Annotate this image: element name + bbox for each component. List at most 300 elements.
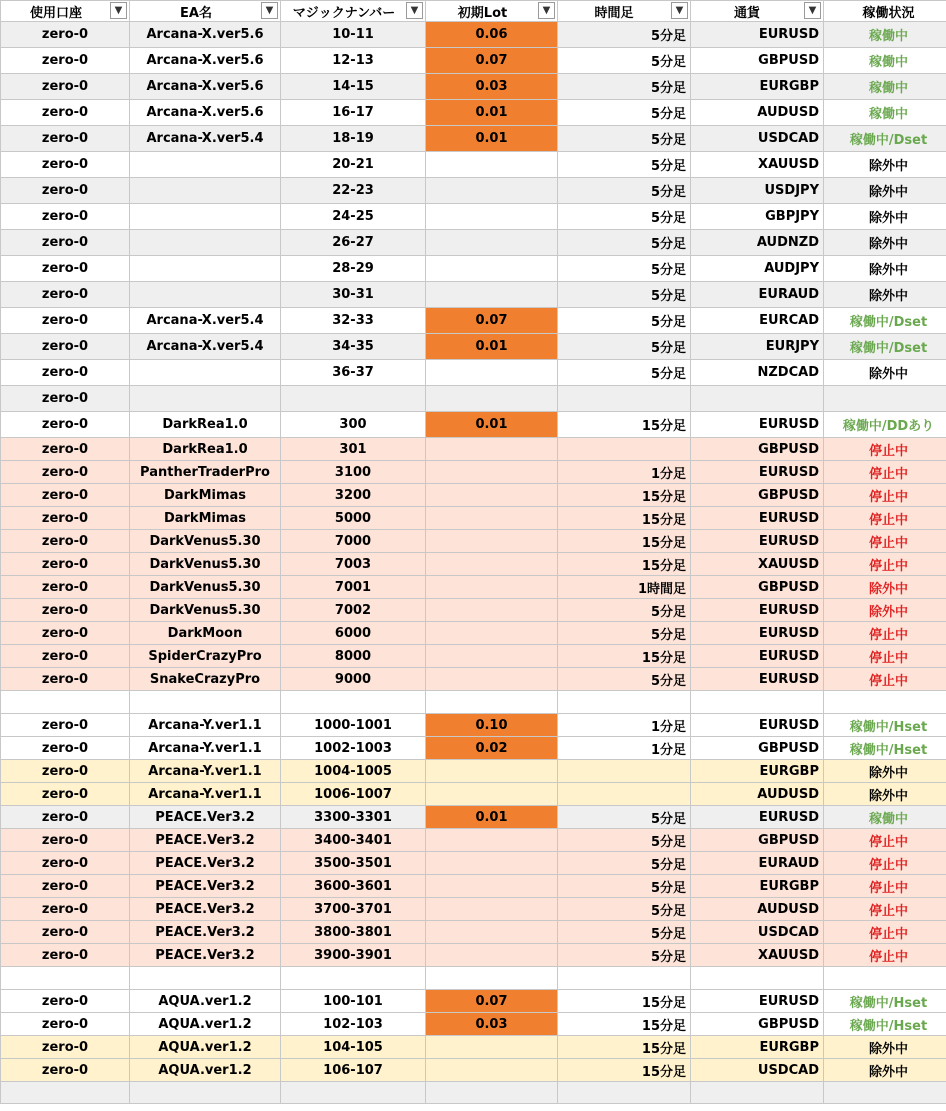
ea-name-cell[interactable]: PantherTraderPro <box>130 461 281 484</box>
initial-lot-cell[interactable] <box>426 438 558 461</box>
timeframe-cell[interactable]: 5分足 <box>558 668 691 691</box>
initial-lot-cell[interactable]: 0.02 <box>426 737 558 760</box>
status-cell[interactable]: 除外中 <box>824 360 946 386</box>
account-cell[interactable]: zero-0 <box>1 22 130 48</box>
ea-name-cell[interactable]: PEACE.Ver3.2 <box>130 875 281 898</box>
timeframe-cell[interactable]: 5分足 <box>558 875 691 898</box>
currency-cell[interactable] <box>691 967 824 990</box>
account-cell[interactable]: zero-0 <box>1 126 130 152</box>
ea-name-cell[interactable] <box>130 282 281 308</box>
status-cell[interactable]: 稼働中/Dset <box>824 334 946 360</box>
timeframe-cell[interactable]: 1分足 <box>558 461 691 484</box>
ea-name-cell[interactable]: AQUA.ver1.2 <box>130 990 281 1013</box>
ea-name-cell[interactable]: Arcana-X.ver5.6 <box>130 48 281 74</box>
magic-number-cell[interactable]: 1006-1007 <box>281 783 426 806</box>
currency-cell[interactable]: GBPUSD <box>691 576 824 599</box>
magic-number-cell[interactable]: 36-37 <box>281 360 426 386</box>
status-cell[interactable]: 停止中 <box>824 668 946 691</box>
magic-number-cell[interactable]: 12-13 <box>281 48 426 74</box>
ea-name-cell[interactable]: Arcana-X.ver5.6 <box>130 74 281 100</box>
initial-lot-cell[interactable] <box>426 760 558 783</box>
initial-lot-cell[interactable] <box>426 1059 558 1082</box>
timeframe-cell[interactable]: 5分足 <box>558 308 691 334</box>
currency-cell[interactable]: AUDNZD <box>691 230 824 256</box>
account-cell[interactable]: zero-0 <box>1 484 130 507</box>
timeframe-cell[interactable]: 15分足 <box>558 990 691 1013</box>
status-cell[interactable]: 稼働中/Hset <box>824 1013 946 1036</box>
timeframe-cell[interactable]: 5分足 <box>558 898 691 921</box>
status-cell[interactable]: 除外中 <box>824 230 946 256</box>
account-cell[interactable]: zero-0 <box>1 204 130 230</box>
magic-number-cell[interactable]: 8000 <box>281 645 426 668</box>
account-cell[interactable]: zero-0 <box>1 921 130 944</box>
account-cell[interactable]: zero-0 <box>1 737 130 760</box>
magic-number-cell[interactable]: 300 <box>281 412 426 438</box>
ea-name-cell[interactable] <box>130 178 281 204</box>
timeframe-cell[interactable]: 5分足 <box>558 622 691 645</box>
timeframe-cell[interactable] <box>558 760 691 783</box>
account-cell[interactable]: zero-0 <box>1 48 130 74</box>
initial-lot-cell[interactable]: 0.01 <box>426 126 558 152</box>
currency-cell[interactable]: EURAUD <box>691 282 824 308</box>
account-cell[interactable]: zero-0 <box>1 74 130 100</box>
currency-cell[interactable]: GBPUSD <box>691 48 824 74</box>
account-cell[interactable]: zero-0 <box>1 898 130 921</box>
account-cell[interactable]: zero-0 <box>1 1013 130 1036</box>
currency-cell[interactable]: EURGBP <box>691 1036 824 1059</box>
account-cell[interactable]: zero-0 <box>1 668 130 691</box>
account-cell[interactable]: zero-0 <box>1 944 130 967</box>
timeframe-cell[interactable]: 5分足 <box>558 178 691 204</box>
magic-number-cell[interactable]: 7002 <box>281 599 426 622</box>
status-cell[interactable]: 除外中 <box>824 204 946 230</box>
timeframe-cell[interactable] <box>558 438 691 461</box>
magic-number-cell[interactable]: 3600-3601 <box>281 875 426 898</box>
account-cell[interactable]: zero-0 <box>1 334 130 360</box>
timeframe-cell[interactable]: 5分足 <box>558 230 691 256</box>
timeframe-cell[interactable]: 15分足 <box>558 1036 691 1059</box>
initial-lot-cell[interactable] <box>426 507 558 530</box>
currency-cell[interactable] <box>691 386 824 412</box>
status-cell[interactable]: 停止中 <box>824 507 946 530</box>
ea-name-cell[interactable]: Arcana-X.ver5.4 <box>130 334 281 360</box>
ea-name-cell[interactable]: DarkMimas <box>130 507 281 530</box>
ea-name-cell[interactable]: DarkVenus5.30 <box>130 553 281 576</box>
status-cell[interactable]: 稼働中 <box>824 48 946 74</box>
ea-name-cell[interactable] <box>130 1082 281 1104</box>
timeframe-cell[interactable]: 5分足 <box>558 852 691 875</box>
account-cell[interactable]: zero-0 <box>1 990 130 1013</box>
initial-lot-cell[interactable] <box>426 898 558 921</box>
account-cell[interactable]: zero-0 <box>1 1036 130 1059</box>
magic-number-cell[interactable]: 104-105 <box>281 1036 426 1059</box>
initial-lot-cell[interactable] <box>426 1036 558 1059</box>
initial-lot-cell[interactable]: 0.01 <box>426 334 558 360</box>
ea-name-cell[interactable]: Arcana-Y.ver1.1 <box>130 714 281 737</box>
initial-lot-cell[interactable] <box>426 944 558 967</box>
initial-lot-cell[interactable]: 0.01 <box>426 100 558 126</box>
timeframe-cell[interactable]: 15分足 <box>558 412 691 438</box>
initial-lot-cell[interactable] <box>426 668 558 691</box>
account-cell[interactable]: zero-0 <box>1 852 130 875</box>
currency-cell[interactable]: EURUSD <box>691 645 824 668</box>
account-cell[interactable]: zero-0 <box>1 230 130 256</box>
initial-lot-cell[interactable] <box>426 599 558 622</box>
status-cell[interactable]: 停止中 <box>824 829 946 852</box>
ea-name-cell[interactable]: AQUA.ver1.2 <box>130 1059 281 1082</box>
status-cell[interactable]: 停止中 <box>824 438 946 461</box>
timeframe-cell[interactable]: 5分足 <box>558 921 691 944</box>
currency-cell[interactable]: EURUSD <box>691 507 824 530</box>
timeframe-cell[interactable]: 1時間足 <box>558 576 691 599</box>
initial-lot-cell[interactable]: 0.03 <box>426 1013 558 1036</box>
initial-lot-cell[interactable] <box>426 622 558 645</box>
status-cell[interactable]: 稼働中 <box>824 22 946 48</box>
timeframe-cell[interactable]: 5分足 <box>558 256 691 282</box>
account-cell[interactable]: zero-0 <box>1 530 130 553</box>
status-cell[interactable]: 停止中 <box>824 553 946 576</box>
currency-cell[interactable]: EURGBP <box>691 760 824 783</box>
timeframe-cell[interactable] <box>558 1082 691 1104</box>
status-cell[interactable]: 除外中 <box>824 282 946 308</box>
magic-number-cell[interactable]: 34-35 <box>281 334 426 360</box>
initial-lot-cell[interactable]: 0.07 <box>426 990 558 1013</box>
timeframe-cell[interactable] <box>558 691 691 714</box>
initial-lot-cell[interactable] <box>426 204 558 230</box>
filter-dropdown-button[interactable] <box>804 2 821 19</box>
timeframe-cell[interactable]: 5分足 <box>558 282 691 308</box>
ea-name-cell[interactable]: Arcana-X.ver5.4 <box>130 308 281 334</box>
status-cell[interactable]: 停止中 <box>824 944 946 967</box>
account-cell[interactable]: zero-0 <box>1 412 130 438</box>
account-cell[interactable]: zero-0 <box>1 308 130 334</box>
ea-name-cell[interactable]: PEACE.Ver3.2 <box>130 921 281 944</box>
timeframe-cell[interactable]: 15分足 <box>558 1013 691 1036</box>
account-cell[interactable]: zero-0 <box>1 576 130 599</box>
timeframe-cell[interactable]: 15分足 <box>558 530 691 553</box>
account-cell[interactable]: zero-0 <box>1 645 130 668</box>
timeframe-cell[interactable]: 5分足 <box>558 22 691 48</box>
currency-cell[interactable]: EURGBP <box>691 875 824 898</box>
currency-cell[interactable] <box>691 1082 824 1104</box>
currency-cell[interactable]: GBPUSD <box>691 1013 824 1036</box>
currency-cell[interactable]: USDJPY <box>691 178 824 204</box>
initial-lot-cell[interactable]: 0.06 <box>426 22 558 48</box>
status-cell[interactable]: 稼働中/Hset <box>824 714 946 737</box>
status-cell[interactable]: 稼働中 <box>824 100 946 126</box>
ea-name-cell[interactable] <box>130 256 281 282</box>
magic-number-cell[interactable]: 20-21 <box>281 152 426 178</box>
ea-name-cell[interactable] <box>130 967 281 990</box>
status-cell[interactable]: 稼働中/Dset <box>824 308 946 334</box>
initial-lot-cell[interactable]: 0.03 <box>426 74 558 100</box>
status-cell[interactable]: 停止中 <box>824 484 946 507</box>
initial-lot-cell[interactable]: 0.07 <box>426 48 558 74</box>
ea-name-cell[interactable]: Arcana-X.ver5.4 <box>130 126 281 152</box>
status-cell[interactable] <box>824 1082 946 1104</box>
magic-number-cell[interactable] <box>281 1082 426 1104</box>
filter-dropdown-button[interactable] <box>671 2 688 19</box>
currency-cell[interactable]: AUDUSD <box>691 783 824 806</box>
currency-cell[interactable]: AUDJPY <box>691 256 824 282</box>
initial-lot-cell[interactable] <box>426 921 558 944</box>
filter-dropdown-button[interactable] <box>406 2 423 19</box>
currency-cell[interactable]: EURCAD <box>691 308 824 334</box>
magic-number-cell[interactable]: 7000 <box>281 530 426 553</box>
account-cell[interactable]: zero-0 <box>1 152 130 178</box>
magic-number-cell[interactable]: 28-29 <box>281 256 426 282</box>
timeframe-cell[interactable]: 15分足 <box>558 645 691 668</box>
currency-cell[interactable]: USDCAD <box>691 1059 824 1082</box>
initial-lot-cell[interactable] <box>426 282 558 308</box>
timeframe-cell[interactable]: 5分足 <box>558 74 691 100</box>
magic-number-cell[interactable]: 3400-3401 <box>281 829 426 852</box>
ea-name-cell[interactable]: SnakeCrazyPro <box>130 668 281 691</box>
status-cell[interactable]: 停止中 <box>824 921 946 944</box>
status-cell[interactable]: 停止中 <box>824 622 946 645</box>
currency-cell[interactable]: GBPUSD <box>691 829 824 852</box>
status-cell[interactable] <box>824 386 946 412</box>
status-cell[interactable]: 停止中 <box>824 461 946 484</box>
initial-lot-cell[interactable]: 0.01 <box>426 412 558 438</box>
initial-lot-cell[interactable]: 0.01 <box>426 806 558 829</box>
account-cell[interactable]: zero-0 <box>1 461 130 484</box>
magic-number-cell[interactable]: 1000-1001 <box>281 714 426 737</box>
currency-cell[interactable]: EURJPY <box>691 334 824 360</box>
magic-number-cell[interactable]: 301 <box>281 438 426 461</box>
filter-dropdown-button[interactable] <box>261 2 278 19</box>
account-cell[interactable]: zero-0 <box>1 599 130 622</box>
status-cell[interactable]: 除外中 <box>824 783 946 806</box>
status-cell[interactable]: 稼働中/DDあり <box>824 412 946 438</box>
magic-number-cell[interactable]: 3800-3801 <box>281 921 426 944</box>
account-cell[interactable]: zero-0 <box>1 714 130 737</box>
currency-cell[interactable]: EURUSD <box>691 412 824 438</box>
account-cell[interactable]: zero-0 <box>1 553 130 576</box>
magic-number-cell[interactable]: 3200 <box>281 484 426 507</box>
ea-name-cell[interactable]: DarkMoon <box>130 622 281 645</box>
status-cell[interactable]: 稼働中 <box>824 74 946 100</box>
magic-number-cell[interactable]: 30-31 <box>281 282 426 308</box>
account-cell[interactable]: zero-0 <box>1 783 130 806</box>
magic-number-cell[interactable]: 26-27 <box>281 230 426 256</box>
currency-cell[interactable]: EURUSD <box>691 530 824 553</box>
currency-cell[interactable]: EURUSD <box>691 622 824 645</box>
account-cell[interactable]: zero-0 <box>1 1059 130 1082</box>
initial-lot-cell[interactable] <box>426 691 558 714</box>
ea-name-cell[interactable]: PEACE.Ver3.2 <box>130 806 281 829</box>
timeframe-cell[interactable]: 5分足 <box>558 599 691 622</box>
initial-lot-cell[interactable] <box>426 386 558 412</box>
currency-cell[interactable]: EURUSD <box>691 714 824 737</box>
status-cell[interactable]: 除外中 <box>824 1059 946 1082</box>
timeframe-cell[interactable]: 5分足 <box>558 806 691 829</box>
status-cell[interactable]: 稼働中 <box>824 806 946 829</box>
magic-number-cell[interactable]: 1004-1005 <box>281 760 426 783</box>
initial-lot-cell[interactable] <box>426 530 558 553</box>
initial-lot-cell[interactable] <box>426 783 558 806</box>
magic-number-cell[interactable]: 9000 <box>281 668 426 691</box>
ea-name-cell[interactable]: DarkVenus5.30 <box>130 599 281 622</box>
account-cell[interactable]: zero-0 <box>1 760 130 783</box>
currency-cell[interactable]: EURGBP <box>691 74 824 100</box>
magic-number-cell[interactable]: 6000 <box>281 622 426 645</box>
ea-name-cell[interactable]: PEACE.Ver3.2 <box>130 852 281 875</box>
timeframe-cell[interactable]: 15分足 <box>558 553 691 576</box>
magic-number-cell[interactable]: 16-17 <box>281 100 426 126</box>
status-cell[interactable]: 停止中 <box>824 898 946 921</box>
status-cell[interactable]: 除外中 <box>824 256 946 282</box>
timeframe-cell[interactable]: 1分足 <box>558 714 691 737</box>
ea-name-cell[interactable]: SpiderCrazyPro <box>130 645 281 668</box>
timeframe-cell[interactable] <box>558 783 691 806</box>
status-cell[interactable]: 停止中 <box>824 645 946 668</box>
magic-number-cell[interactable]: 1002-1003 <box>281 737 426 760</box>
ea-name-cell[interactable]: DarkRea1.0 <box>130 438 281 461</box>
magic-number-cell[interactable]: 3900-3901 <box>281 944 426 967</box>
timeframe-cell[interactable]: 5分足 <box>558 126 691 152</box>
status-cell[interactable]: 停止中 <box>824 875 946 898</box>
initial-lot-cell[interactable] <box>426 461 558 484</box>
currency-cell[interactable]: EURAUD <box>691 852 824 875</box>
ea-name-cell[interactable] <box>130 204 281 230</box>
ea-name-cell[interactable] <box>130 386 281 412</box>
magic-number-cell[interactable]: 22-23 <box>281 178 426 204</box>
account-cell[interactable]: zero-0 <box>1 360 130 386</box>
initial-lot-cell[interactable] <box>426 576 558 599</box>
timeframe-cell[interactable]: 5分足 <box>558 360 691 386</box>
filter-dropdown-button[interactable] <box>538 2 555 19</box>
timeframe-cell[interactable]: 15分足 <box>558 507 691 530</box>
status-cell[interactable]: 除外中 <box>824 599 946 622</box>
account-cell[interactable]: zero-0 <box>1 438 130 461</box>
magic-number-cell[interactable]: 3100 <box>281 461 426 484</box>
ea-name-cell[interactable] <box>130 691 281 714</box>
status-cell[interactable]: 除外中 <box>824 760 946 783</box>
status-cell[interactable] <box>824 691 946 714</box>
initial-lot-cell[interactable] <box>426 1082 558 1104</box>
filter-dropdown-button[interactable] <box>110 2 127 19</box>
currency-cell[interactable]: XAUUSD <box>691 944 824 967</box>
currency-cell[interactable] <box>691 691 824 714</box>
account-cell[interactable] <box>1 1082 130 1104</box>
currency-cell[interactable]: NZDCAD <box>691 360 824 386</box>
initial-lot-cell[interactable] <box>426 360 558 386</box>
ea-name-cell[interactable]: PEACE.Ver3.2 <box>130 944 281 967</box>
ea-name-cell[interactable]: DarkVenus5.30 <box>130 530 281 553</box>
ea-name-cell[interactable]: Arcana-Y.ver1.1 <box>130 737 281 760</box>
magic-number-cell[interactable]: 3500-3501 <box>281 852 426 875</box>
initial-lot-cell[interactable] <box>426 230 558 256</box>
currency-cell[interactable]: EURUSD <box>691 599 824 622</box>
magic-number-cell[interactable]: 5000 <box>281 507 426 530</box>
timeframe-cell[interactable]: 5分足 <box>558 829 691 852</box>
timeframe-cell[interactable]: 1分足 <box>558 737 691 760</box>
initial-lot-cell[interactable]: 0.10 <box>426 714 558 737</box>
timeframe-cell[interactable]: 5分足 <box>558 944 691 967</box>
initial-lot-cell[interactable] <box>426 852 558 875</box>
currency-cell[interactable]: EURUSD <box>691 22 824 48</box>
timeframe-cell[interactable]: 5分足 <box>558 48 691 74</box>
currency-cell[interactable]: EURUSD <box>691 461 824 484</box>
magic-number-cell[interactable]: 7001 <box>281 576 426 599</box>
ea-name-cell[interactable] <box>130 152 281 178</box>
magic-number-cell[interactable]: 32-33 <box>281 308 426 334</box>
account-cell[interactable]: zero-0 <box>1 829 130 852</box>
status-cell[interactable]: 除外中 <box>824 178 946 204</box>
magic-number-cell[interactable] <box>281 386 426 412</box>
initial-lot-cell[interactable]: 0.07 <box>426 308 558 334</box>
magic-number-cell[interactable] <box>281 967 426 990</box>
ea-name-cell[interactable]: DarkMimas <box>130 484 281 507</box>
magic-number-cell[interactable] <box>281 691 426 714</box>
account-cell[interactable] <box>1 967 130 990</box>
magic-number-cell[interactable]: 7003 <box>281 553 426 576</box>
status-cell[interactable]: 停止中 <box>824 852 946 875</box>
ea-name-cell[interactable]: AQUA.ver1.2 <box>130 1036 281 1059</box>
account-cell[interactable]: zero-0 <box>1 806 130 829</box>
status-cell[interactable]: 除外中 <box>824 1036 946 1059</box>
status-cell[interactable]: 稼働中/Hset <box>824 737 946 760</box>
currency-cell[interactable]: USDCAD <box>691 921 824 944</box>
status-cell[interactable] <box>824 967 946 990</box>
ea-name-cell[interactable]: Arcana-Y.ver1.1 <box>130 783 281 806</box>
account-cell[interactable] <box>1 691 130 714</box>
status-cell[interactable]: 稼働中/Dset <box>824 126 946 152</box>
ea-name-cell[interactable]: DarkRea1.0 <box>130 412 281 438</box>
currency-cell[interactable]: USDCAD <box>691 126 824 152</box>
magic-number-cell[interactable]: 10-11 <box>281 22 426 48</box>
ea-name-cell[interactable] <box>130 230 281 256</box>
currency-cell[interactable]: GBPJPY <box>691 204 824 230</box>
initial-lot-cell[interactable] <box>426 829 558 852</box>
timeframe-cell[interactable] <box>558 386 691 412</box>
account-cell[interactable]: zero-0 <box>1 178 130 204</box>
initial-lot-cell[interactable] <box>426 152 558 178</box>
currency-cell[interactable]: XAUUSD <box>691 553 824 576</box>
ea-name-cell[interactable]: PEACE.Ver3.2 <box>130 898 281 921</box>
magic-number-cell[interactable]: 3700-3701 <box>281 898 426 921</box>
currency-cell[interactable]: EURUSD <box>691 668 824 691</box>
status-cell[interactable]: 除外中 <box>824 576 946 599</box>
initial-lot-cell[interactable] <box>426 484 558 507</box>
currency-cell[interactable]: EURUSD <box>691 806 824 829</box>
ea-name-cell[interactable]: AQUA.ver1.2 <box>130 1013 281 1036</box>
timeframe-cell[interactable]: 5分足 <box>558 100 691 126</box>
status-cell[interactable]: 稼働中/Hset <box>824 990 946 1013</box>
currency-cell[interactable]: GBPUSD <box>691 484 824 507</box>
initial-lot-cell[interactable] <box>426 553 558 576</box>
ea-name-cell[interactable]: PEACE.Ver3.2 <box>130 829 281 852</box>
magic-number-cell[interactable]: 3300-3301 <box>281 806 426 829</box>
ea-name-cell[interactable]: Arcana-Y.ver1.1 <box>130 760 281 783</box>
account-cell[interactable]: zero-0 <box>1 282 130 308</box>
ea-name-cell[interactable] <box>130 360 281 386</box>
account-cell[interactable]: zero-0 <box>1 507 130 530</box>
timeframe-cell[interactable] <box>558 967 691 990</box>
magic-number-cell[interactable]: 14-15 <box>281 74 426 100</box>
initial-lot-cell[interactable] <box>426 967 558 990</box>
status-cell[interactable]: 除外中 <box>824 152 946 178</box>
magic-number-cell[interactable]: 18-19 <box>281 126 426 152</box>
magic-number-cell[interactable]: 24-25 <box>281 204 426 230</box>
ea-name-cell[interactable]: Arcana-X.ver5.6 <box>130 22 281 48</box>
currency-cell[interactable]: GBPUSD <box>691 438 824 461</box>
timeframe-cell[interactable]: 15分足 <box>558 484 691 507</box>
initial-lot-cell[interactable] <box>426 256 558 282</box>
account-cell[interactable]: zero-0 <box>1 100 130 126</box>
timeframe-cell[interactable]: 5分足 <box>558 334 691 360</box>
